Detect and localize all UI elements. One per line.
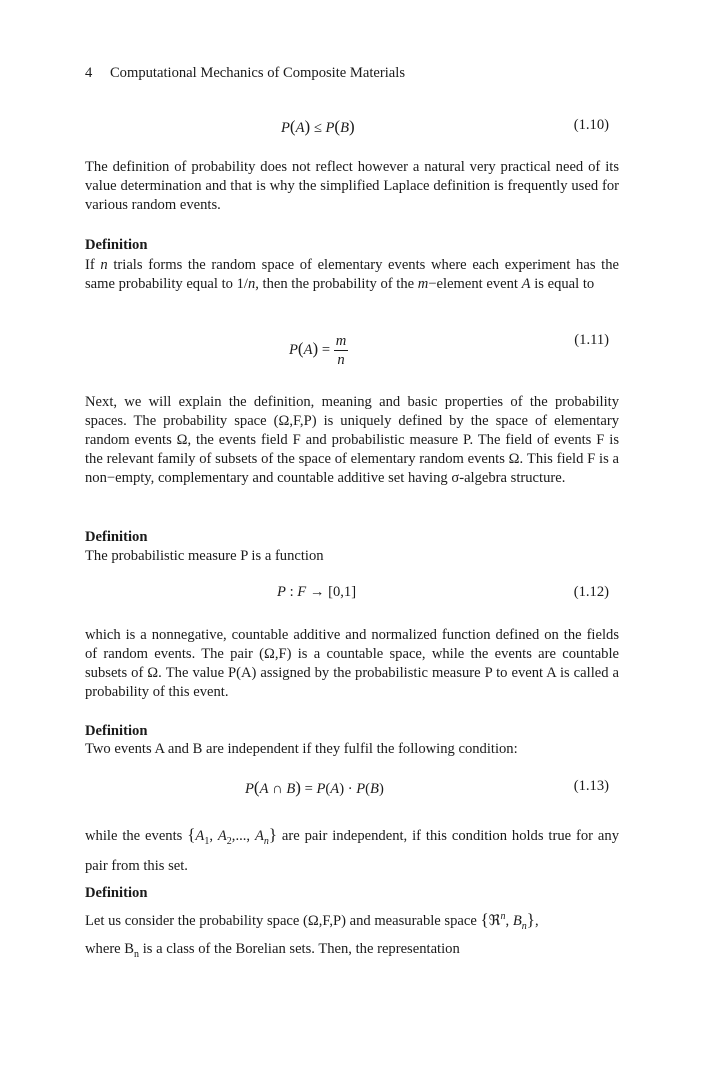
equation-1-10: [85, 117, 619, 139]
paragraph-pair-independent: while the events {$A_1$, $A_2$,..., $A_n$} are pair independent, if this condition holds true for any pair from this set.: [85, 825, 619, 874]
definition-text-2: The probabilistic measure P is a function: [85, 548, 324, 564]
running-header: [85, 65, 405, 82]
equation-1-11-number: (1.11): [574, 332, 609, 348]
equation-1-11-expression: P(A) = $\frac{m}{n}$: [289, 333, 347, 368]
definition-heading-3: Definition: [85, 723, 148, 739]
equation-1-13: [85, 778, 619, 800]
equation-1-11: [85, 330, 619, 374]
page-number: 4: [85, 65, 93, 81]
equation-1-13-number: (1.13): [573, 778, 609, 794]
equation-1-12-expression: P : F → [0,1]: [277, 584, 357, 600]
equation-1-13-expression: P(A ∩ B) = P(A) · P(B): [245, 778, 384, 797]
equation-1-10-number: (1.10): [573, 117, 609, 133]
equation-1-12-number: (1.12): [573, 584, 609, 600]
definition-heading-2: Definition: [85, 529, 148, 545]
definition-heading-1: Definition: [85, 237, 148, 253]
equation-1-12: [85, 584, 619, 606]
equation-1-10-expression: P(A) ≤ P(B): [281, 117, 355, 136]
paragraph-laplace: The definition of probability does not reflect however a natural very practical need of its value determination and that is why the simplified Laplace definition is frequently used for various random events.: [85, 159, 619, 213]
definition-text-3: Two events A and B are independent if they fulfil the following condition:: [85, 741, 518, 757]
definition-text-4: Let us consider the probability space (Ω,F,P) and measurable space {ℜ$^n$, $B_n$}, where $B_n$ is a class of the Borelian sets. Then, the representation: [85, 909, 539, 960]
definition-heading-4: Definition: [85, 885, 148, 901]
book-title: Computational Mechanics of Composite Materials: [109, 65, 406, 81]
paragraph-measure: which is a nonnegative, countable additive and normalized function defined on the fields of random events. The pair (Ω,F) is a countable space, while the events are countable subsets of Ω. The value P(A) assigned by the probabilistic measure P to event A is called a probability of this event.: [85, 627, 619, 700]
definition-text-1: If n trials forms the random space of elementary events where each experiment has the same probability equal to 1/n, then the probability of the m−element event A is equal to: [85, 257, 619, 292]
paragraph-probability-spaces: Next, we will explain the definition, meaning and basic properties of the probability spaces. The probability space (Ω,F,P) is uniquely defined by the space of elementary random events Ω, the events field F and probabilistic measure P. The field of events F is the relevant family of subsets of the space of elementary random events Ω. This field F is a non−empty, complementary and countable additive set having σ-algebra structure.: [85, 394, 619, 486]
